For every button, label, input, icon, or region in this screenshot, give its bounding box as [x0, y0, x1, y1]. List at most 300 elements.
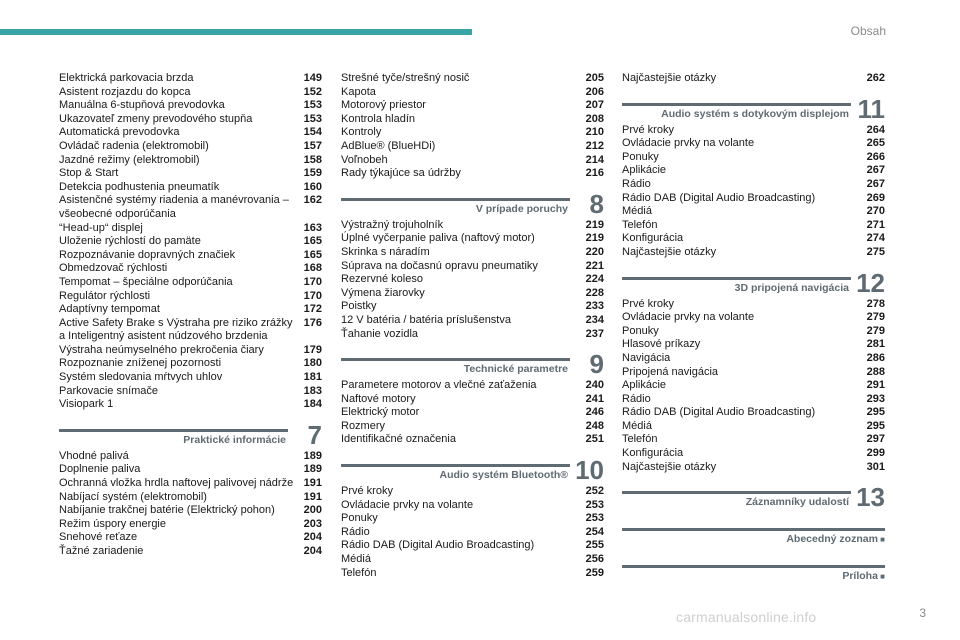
toc-entry-page: 172 — [303, 303, 322, 316]
toc-entry[interactable] — [59, 113, 322, 127]
toc-entry-page: 189 — [303, 449, 322, 462]
toc-entry-page: 246 — [585, 406, 604, 419]
toc-entry-page: 253 — [585, 512, 604, 525]
toc-entry-title: Ovládacie prvky na volante — [622, 137, 755, 150]
toc-entry[interactable] — [59, 99, 322, 113]
toc-entry-page: 240 — [585, 379, 604, 392]
toc-entry[interactable] — [341, 420, 604, 434]
page-header-title: Obsah — [850, 24, 886, 38]
toc-list — [622, 298, 885, 475]
toc-entry-title: Rádio DAB (Digital Audio Broadcasting) — [341, 539, 535, 552]
toc-entry-title: Aplikácie — [622, 164, 667, 177]
toc-entry[interactable] — [341, 393, 604, 407]
toc-entry[interactable] — [59, 194, 322, 221]
toc-entry[interactable] — [59, 249, 322, 263]
toc-entry-page: 157 — [303, 139, 322, 152]
toc-entry-page: 200 — [303, 504, 322, 517]
toc-entry-page: 252 — [585, 485, 604, 498]
section-header-12[interactable] — [622, 266, 885, 297]
toc-entry-page: 149 — [303, 72, 322, 84]
toc-entry[interactable] — [59, 545, 322, 559]
toc-entry-page: 286 — [866, 351, 885, 364]
toc-entry-title: Skrinka s náradím — [341, 245, 430, 258]
toc-entry-page: 295 — [866, 406, 885, 419]
section-title: Technické parametre — [463, 363, 568, 376]
toc-entry-title: Strešné tyče/strešný nosič — [341, 72, 470, 84]
toc-entry[interactable] — [59, 398, 322, 412]
toc-entry-page: 207 — [585, 99, 604, 112]
toc-entry[interactable] — [59, 167, 322, 181]
toc-entry[interactable] — [341, 86, 604, 100]
toc-entry-title: Ponuky — [622, 324, 659, 337]
toc-entry[interactable] — [341, 232, 604, 246]
toc-entry-title: Rádio — [622, 177, 651, 190]
toc-entry[interactable] — [59, 531, 322, 545]
section-number: 10 — [575, 455, 604, 486]
toc-entry[interactable] — [622, 447, 885, 461]
page-number: 3 — [919, 606, 926, 620]
toc-entry-title: Elektrická parkovacia brzda — [59, 72, 194, 84]
toc-entry[interactable] — [59, 477, 322, 491]
toc-entry[interactable] — [341, 72, 604, 86]
toc-entry-title: Telefón — [622, 433, 658, 446]
toc-entry-title: Tempomat – špeciálne odporúčania — [59, 275, 233, 288]
toc-entry-page: 208 — [585, 112, 604, 125]
toc-entry-page: 267 — [866, 164, 885, 177]
toc-entry[interactable] — [622, 137, 885, 151]
toc-entry-title: Rádio DAB (Digital Audio Broadcasting) — [622, 406, 816, 419]
toc-list — [622, 124, 885, 260]
toc-entry-title: Rádio — [622, 392, 651, 405]
toc-entry-title: Prvé kroky — [622, 297, 674, 310]
toc-entry-title: Voľnobeh — [341, 153, 388, 166]
toc-entry-page: 214 — [585, 153, 604, 166]
toc-entry-page: 158 — [303, 153, 322, 166]
toc-entry[interactable] — [341, 328, 604, 342]
toc-entry-page: 210 — [585, 126, 604, 139]
toc-entry[interactable] — [59, 126, 322, 140]
toc-entry-page: 233 — [585, 300, 604, 313]
toc-entry-title: Naftové motory — [341, 392, 416, 405]
toc-entry-page: 162 — [303, 194, 322, 207]
toc-entry[interactable] — [622, 311, 885, 325]
toc-entry[interactable] — [622, 461, 885, 475]
toc-entry-title: Obmedzovač rýchlosti — [59, 262, 168, 275]
toc-entry-title: Médiá — [341, 553, 371, 566]
toc-entry[interactable] — [59, 317, 322, 344]
section-divider — [341, 358, 570, 361]
header-accent-bar — [0, 29, 472, 35]
toc-entry-title: Regulátor rýchlosti — [59, 289, 151, 302]
section-title: Praktické informácie — [183, 433, 286, 446]
section-header-alphabetical-index[interactable] — [622, 517, 885, 548]
toc-entry-page: 219 — [585, 232, 604, 245]
toc-entry-title: Kontroly — [341, 126, 382, 139]
toc-list — [341, 219, 604, 341]
toc-entry[interactable] — [341, 273, 604, 287]
toc-entry-title: Ochranná vložka hrdla naftovej palivovej nádrže — [59, 477, 294, 490]
toc-entry-title: Pripojená navigácia — [622, 365, 719, 378]
toc-entry-title: Najčastejšie otázky — [622, 245, 717, 258]
toc-entry[interactable] — [341, 512, 604, 526]
toc-entry[interactable] — [341, 99, 604, 113]
section-number: 8 — [589, 188, 604, 219]
toc-entry-page: 170 — [303, 275, 322, 288]
toc-entry-page: 271 — [866, 218, 885, 231]
section-header-10[interactable] — [341, 453, 604, 484]
toc-entry-title: Konfigurácia — [622, 232, 684, 245]
toc-entry[interactable] — [59, 491, 322, 505]
toc-entry-page: 191 — [303, 477, 322, 490]
toc-entry[interactable] — [341, 485, 604, 499]
toc-entry-title: Ukazovateľ zmeny prevodového stupňa — [59, 112, 253, 125]
toc-entry[interactable] — [59, 72, 322, 86]
toc-entry[interactable] — [59, 385, 322, 399]
section-number: 7 — [307, 419, 322, 450]
toc-entry[interactable] — [59, 86, 322, 100]
section-header-9[interactable] — [341, 347, 604, 378]
toc-entry-page: 262 — [866, 72, 885, 84]
toc-entry-title: Ťažné zariadenie — [59, 545, 144, 557]
toc-entry-page: 297 — [866, 433, 885, 446]
section-title: Abecedný zoznam ■ — [786, 533, 885, 545]
toc-entry-title: Vhodné palivá — [59, 449, 129, 462]
toc-entry[interactable] — [622, 72, 885, 86]
toc-entry[interactable] — [59, 371, 322, 385]
toc-entry[interactable] — [341, 154, 604, 168]
toc-entry[interactable] — [622, 420, 885, 434]
toc-entry-title: “Head-up“ displej — [59, 221, 143, 234]
toc-entry-title: Active Safety Brake s Výstraha pre riziko zrážky a Inteligentný asistent núdzového brzdenia — [59, 316, 293, 343]
toc-entry-title: Konfigurácia — [622, 447, 684, 460]
toc-entry-page: 170 — [303, 289, 322, 302]
toc-entry[interactable] — [341, 499, 604, 513]
toc-entry-page: 281 — [866, 338, 885, 351]
toc-entry-title: Adaptívny tempomat — [59, 303, 160, 316]
toc-entry-page: 205 — [585, 72, 604, 84]
toc-entry-title: Poistky — [341, 300, 377, 313]
toc-entry-page: 293 — [866, 392, 885, 405]
toc-entry[interactable] — [622, 352, 885, 366]
toc-entry-page: 267 — [866, 177, 885, 190]
toc-entry-title: Ponuky — [622, 150, 659, 163]
toc-entry-title: Identifikačné označenia — [341, 433, 456, 446]
toc-entry[interactable] — [341, 300, 604, 314]
toc-entry-title: Manuálna 6-stupňová prevodovka — [59, 99, 225, 112]
toc-entry[interactable] — [59, 262, 322, 276]
toc-entry-page: 279 — [866, 311, 885, 324]
toc-entry-page: 254 — [585, 525, 604, 538]
toc-entry[interactable] — [622, 178, 885, 192]
toc-entry[interactable] — [59, 344, 322, 358]
toc-entry[interactable] — [59, 235, 322, 249]
toc-entry-page: 212 — [585, 139, 604, 152]
toc-entry-title: Ponuky — [341, 512, 378, 525]
section-header-appendix[interactable] — [622, 554, 885, 585]
toc-entry-page: 153 — [303, 99, 322, 112]
toc-entry-title: Detekcia podhustenia pneumatík — [59, 180, 220, 193]
toc-entry-title: Stop & Start — [59, 167, 119, 180]
toc-entry-title: Úplné vyčerpanie paliva (naftový motor) — [341, 232, 535, 245]
toc-entry-page: 216 — [585, 167, 604, 180]
toc-entry-page: 295 — [866, 419, 885, 432]
toc-list — [59, 72, 322, 412]
toc-entry-page: 180 — [303, 357, 322, 370]
toc-entry-title: Asistent rozjazdu do kopca — [59, 85, 191, 98]
toc-entry[interactable] — [341, 126, 604, 140]
toc-entry-page: 255 — [585, 539, 604, 552]
section-title: Záznamníky udalostí — [745, 496, 849, 509]
toc-entry[interactable] — [59, 450, 322, 464]
toc-entry[interactable] — [622, 379, 885, 393]
toc-entry-title: Aplikácie — [622, 379, 667, 392]
toc-entry-page: 228 — [585, 286, 604, 299]
toc-entry-page: 279 — [866, 324, 885, 337]
section-number: 13 — [856, 482, 885, 513]
toc-entry-title: Navigácia — [622, 351, 671, 364]
toc-entry-title: Nabíjací systém (elektromobil) — [59, 490, 207, 503]
section-divider — [622, 277, 851, 280]
toc-entry[interactable] — [622, 393, 885, 407]
toc-entry[interactable] — [622, 151, 885, 165]
toc-entry-title: Ovládacie prvky na volante — [341, 498, 474, 511]
section-header-7[interactable] — [59, 418, 322, 449]
toc-entry-title: Elektrický motor — [341, 406, 420, 419]
toc-entry-title: Doplnenie paliva — [59, 463, 141, 476]
toc-entry[interactable] — [622, 298, 885, 312]
toc-entry[interactable] — [341, 219, 604, 233]
toc-entry-page: 241 — [585, 392, 604, 405]
toc-entry-title: Jazdné režimy (elektromobil) — [59, 153, 200, 166]
toc-column-2 — [341, 72, 604, 580]
toc-entry-page: 160 — [303, 180, 322, 193]
section-header-8[interactable] — [341, 187, 604, 218]
toc-entry[interactable] — [59, 181, 322, 195]
toc-entry-page: 159 — [303, 167, 322, 180]
toc-entry-title: Rady týkajúce sa údržby — [341, 167, 461, 180]
toc-entry[interactable] — [622, 366, 885, 380]
toc-entry[interactable] — [622, 406, 885, 420]
toc-entry-page: 288 — [866, 365, 885, 378]
toc-entry-title: Motorový priestor — [341, 99, 426, 112]
toc-entry[interactable] — [59, 140, 322, 154]
toc-entry-page: 301 — [866, 460, 885, 473]
toc-entry[interactable] — [622, 325, 885, 339]
toc-entry[interactable] — [622, 124, 885, 138]
toc-entry-title: Telefón — [341, 566, 377, 579]
toc-entry-page: 163 — [303, 221, 322, 234]
toc-entry-title: Uloženie rýchlostí do pamäte — [59, 235, 201, 248]
toc-list — [341, 379, 604, 447]
section-divider — [622, 528, 885, 531]
toc-entry-page: 191 — [303, 490, 322, 503]
watermark: carmanualsonline.info — [676, 609, 817, 625]
section-divider — [622, 491, 851, 494]
toc-entry-page: 204 — [303, 531, 322, 544]
toc-entry-page: 256 — [585, 553, 604, 566]
toc-entry[interactable] — [341, 246, 604, 260]
toc-entry-page: 220 — [585, 245, 604, 258]
toc-entry[interactable] — [622, 219, 885, 233]
toc-entry-page: 179 — [303, 343, 322, 356]
toc-entry-title: Snehové reťaze — [59, 531, 138, 544]
toc-entry[interactable] — [59, 463, 322, 477]
toc-entry[interactable] — [59, 504, 322, 518]
toc-entry-page: 266 — [866, 150, 885, 163]
toc-entry[interactable] — [622, 205, 885, 219]
section-divider — [622, 565, 885, 568]
toc-entry-page: 248 — [585, 419, 604, 432]
toc-entry-title: Výstraha neúmyselného prekročenia čiary — [59, 343, 264, 356]
toc-list — [341, 485, 604, 580]
toc-entry[interactable] — [622, 246, 885, 260]
toc-entry-page: 253 — [585, 498, 604, 511]
toc-entry-page: 269 — [866, 191, 885, 204]
toc-entry[interactable] — [622, 338, 885, 352]
toc-entry-title: Najčastejšie otázky — [622, 72, 717, 84]
section-number: 12 — [856, 267, 885, 298]
toc-entry-page: 176 — [303, 316, 322, 329]
toc-entry[interactable] — [341, 167, 604, 181]
toc-entry[interactable] — [341, 567, 604, 581]
toc-column-3 — [622, 72, 885, 586]
toc-entry-page: 291 — [866, 379, 885, 392]
toc-entry-page: 165 — [303, 235, 322, 248]
toc-entry-title: AdBlue® (BlueHDi) — [341, 139, 436, 152]
toc-entry-page: 224 — [585, 273, 604, 286]
toc-entry[interactable] — [341, 526, 604, 540]
toc-entry-title: Výstražný trojuholník — [341, 218, 444, 231]
toc-entry[interactable] — [59, 154, 322, 168]
section-title: Audio systém s dotykovým displejom — [661, 107, 849, 120]
section-title: 3D pripojená navigácia — [734, 281, 849, 294]
section-number: 9 — [589, 349, 604, 380]
toc-entry-title: Parametere motorov a vlečné zaťaženia — [341, 379, 537, 392]
toc-entry[interactable] — [59, 222, 322, 236]
toc-entry-title: Kapota — [341, 85, 376, 98]
toc-entry-title: Súprava na dočasnú opravu pneumatiky — [341, 259, 538, 272]
section-divider — [622, 103, 851, 106]
toc-entry-page: 278 — [866, 297, 885, 310]
toc-entry[interactable] — [59, 276, 322, 290]
toc-entry-page: 168 — [303, 262, 322, 275]
toc-entry-title: Automatická prevodovka — [59, 126, 180, 139]
toc-entry-title: Telefón — [622, 218, 658, 231]
toc-entry-title: Rezervné koleso — [341, 273, 423, 286]
toc-entry[interactable] — [59, 290, 322, 304]
toc-list — [59, 450, 322, 559]
toc-entry-page: 184 — [303, 398, 322, 411]
toc-entry-page: 299 — [866, 447, 885, 460]
section-divider — [341, 198, 570, 201]
toc-entry-page: 219 — [585, 218, 604, 231]
toc-entry-page: 265 — [866, 137, 885, 150]
toc-entry[interactable] — [341, 287, 604, 301]
section-divider — [59, 429, 288, 432]
toc-entry-title: Ovládač radenia (elektromobil) — [59, 139, 209, 152]
toc-entry[interactable] — [622, 192, 885, 206]
toc-entry-title: Médiá — [622, 419, 652, 432]
toc-entry-page: 152 — [303, 85, 322, 98]
toc-entry[interactable] — [622, 232, 885, 246]
section-title: V prípade poruchy — [475, 202, 568, 215]
toc-entry-page: 189 — [303, 463, 322, 476]
section-number: 11 — [857, 93, 885, 124]
toc-entry-title: 12 V batéria / batéria príslušenstva — [341, 313, 511, 326]
toc-entry-page: 204 — [303, 545, 322, 557]
toc-entry[interactable] — [341, 260, 604, 274]
toc-entry-page: 165 — [303, 248, 322, 261]
toc-entry-page: 264 — [866, 123, 885, 136]
toc-entry[interactable] — [59, 357, 322, 371]
toc-entry-page: 221 — [585, 259, 604, 272]
toc-entry[interactable] — [341, 140, 604, 154]
toc-column-1 — [59, 72, 322, 559]
toc-entry[interactable] — [59, 518, 322, 532]
toc-entry-title: Médiá — [622, 205, 652, 218]
toc-entry-page: 237 — [585, 327, 604, 340]
toc-entry-title: Asistenčné systémy riadenia a manévrovania – všeobecné odporúčania — [59, 194, 289, 220]
toc-entry-title: Systém sledovania mŕtvych uhlov — [59, 371, 223, 384]
toc-entry-page: 206 — [585, 85, 604, 98]
section-title: Príloha ■ — [842, 570, 885, 582]
toc-entry-page: 203 — [303, 517, 322, 530]
toc-entry-page: 234 — [585, 313, 604, 326]
toc-entry-title: Výmena žiarovky — [341, 286, 425, 299]
toc-entry-title: Rozpoznanie zníženej pozornosti — [59, 357, 222, 370]
toc-entry-title: Rádio — [341, 525, 370, 538]
toc-entry-title: Najčastejšie otázky — [622, 460, 717, 473]
toc-entry[interactable] — [341, 553, 604, 567]
toc-entry[interactable] — [59, 303, 322, 317]
toc-entry-title: Hlasové príkazy — [622, 338, 701, 351]
toc-entry-title: Rádio DAB (Digital Audio Broadcasting) — [622, 191, 816, 204]
section-title: Audio systém Bluetooth® — [439, 469, 568, 482]
toc-entry-page: 181 — [303, 371, 322, 384]
toc-entry-title: Rozpoznávanie dopravných značiek — [59, 248, 236, 261]
toc-entry-page: 251 — [585, 433, 604, 446]
toc-entry-page: 259 — [585, 566, 604, 579]
toc-entry-title: Visiopark 1 — [59, 398, 114, 411]
toc-entry-page: 183 — [303, 384, 322, 397]
toc-entry-title: Kontrola hladín — [341, 112, 415, 125]
toc-entry-page: 270 — [866, 205, 885, 218]
toc-entry-page: 154 — [303, 126, 322, 139]
toc-list — [341, 72, 604, 181]
toc-entry[interactable] — [341, 539, 604, 553]
section-header-11[interactable] — [622, 92, 885, 123]
toc-entry[interactable] — [341, 406, 604, 420]
toc-entry[interactable] — [622, 433, 885, 447]
toc-entry-title: Parkovacie snímače — [59, 384, 159, 397]
section-header-13[interactable] — [622, 480, 885, 511]
toc-entry-title: Rozmery — [341, 419, 386, 432]
toc-entry-page: 153 — [303, 112, 322, 125]
section-divider — [341, 464, 570, 467]
toc-entry-title: Prvé kroky — [622, 123, 674, 136]
toc-entry-title: Ovládacie prvky na volante — [622, 311, 755, 324]
toc-list — [622, 72, 885, 86]
toc-entry[interactable] — [341, 379, 604, 393]
toc-entry[interactable] — [622, 164, 885, 178]
toc-entry-title: Prvé kroky — [341, 485, 393, 498]
toc-entry-title: Nabíjanie trakčnej batérie (Elektrický pohon) — [59, 504, 275, 517]
toc-entry-title: Ťahanie vozidla — [341, 327, 419, 340]
toc-entry[interactable] — [341, 433, 604, 447]
toc-entry[interactable] — [341, 113, 604, 127]
toc-entry-title: Režim úspory energie — [59, 517, 166, 530]
toc-entry[interactable] — [341, 314, 604, 328]
